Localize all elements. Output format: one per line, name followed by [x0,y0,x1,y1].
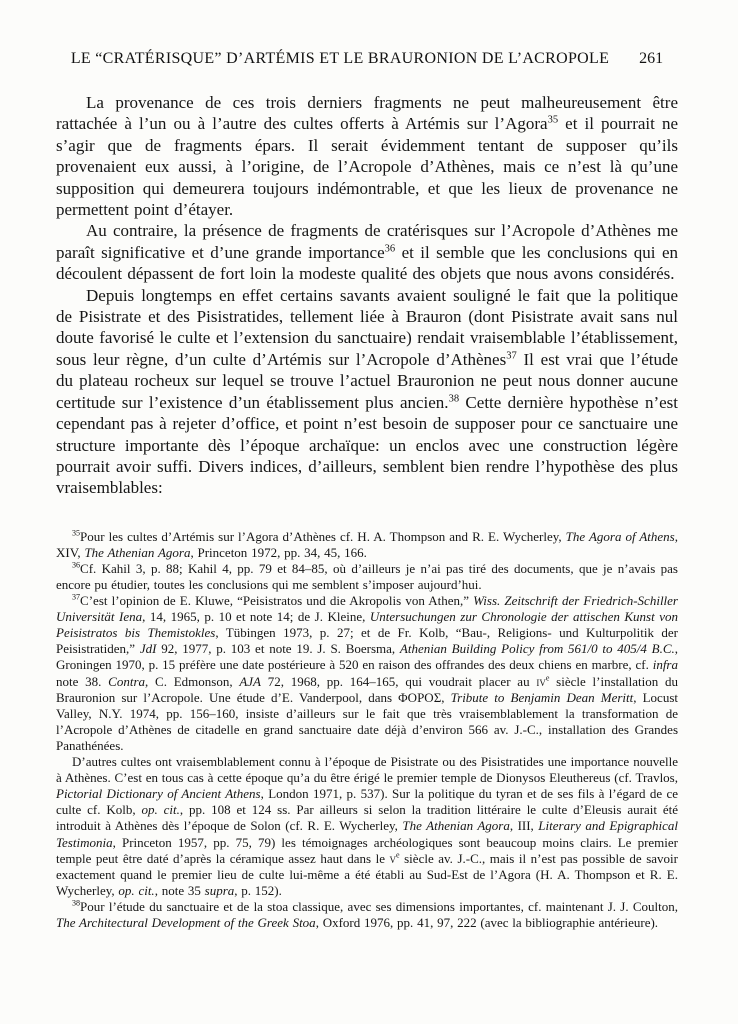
article-body [56,92,678,499]
text-run: , pp. 108 et 124 ss. Par ailleurs si selon la tradition littéraire le culte d’Eleusis aurait été introduit à Athènes dès l’époque de Solon (cf. R. E. Wycherley, [56,802,678,834]
page-header [56,50,678,68]
italic-run: The Architectural Development of the Greek Stoa [56,914,316,930]
superscript: 37 [72,592,81,602]
italic-run: Untersuchungen zur Chronologie der attischen Kunst von Peisistratos bis Themistokles [56,609,678,641]
text-run: 92, 1977, p. 103 et note 19. J. S. Boersma, [156,641,400,657]
text-run: Au contraire, la présence de fragments de cratérisques sur l’Acropole d’Athènes me paraît significative et d’une grande importance [56,221,678,262]
text-run: , Locust Valley, N.Y. 1974, pp. 156–160, insiste d’ailleurs sur le fait que très vraisemblablement la transformation de l’Acropole d’Athènes de citadelle en grand sanctuaire date déjà d’environ 566 av. J.-C., installation des Grandes Panathénées. [56,689,678,753]
italic-run: infra [652,657,678,673]
italic-run: JdI [139,641,157,657]
text-run: , London 1971, p. 537). Sur la politique du tyran et de ses fils à l’égard de ce culte cf. Kolb, [56,786,678,818]
body-paragraph-1 [56,92,678,220]
text-run: , C. Edmonson, [145,673,240,689]
superscript: e [545,673,550,683]
superscript: 35 [72,528,81,538]
text-run: Pour l’étude du sanctuaire et de la stoa classique, avec ses dimensions importantes, cf. maintenant J. J. Coulton, [80,898,678,914]
superscript: 36 [384,243,396,255]
superscript: 38 [72,898,81,908]
italic-run: AJA [239,673,261,689]
text-run: et il pourrait ne s’agir que de fragments épars. Il serait évidemment tentant de supposer qu’ils provenaient eux aussi, à l’origine, de l’Acropole d’Athènes, mais ce n’est là qu’une supposition qui demeurera toujours indémontrable, et que les lieux de provenance ne permettent point d’étayer. [56,114,678,220]
italic-run: The Athenian Agora [84,544,191,560]
text-run: Il est vrai que l’étude du plateau rocheux sur lequel se trouve l’actuel Brauronion ne peut nous donner aucune certitude sur l’existence d’un établissement plus ancien. [56,349,679,412]
italic-run: op. cit. [141,802,180,818]
smallcaps-run: v [389,850,397,866]
text-run: Cf. Kahil 3, p. 88; Kahil 4, pp. 79 et 84–85, où d’ailleurs je n’ai pas tiré des documents, que je n’avais pas encore pu étudier, toutes les conclusions qui me semblent s’imposer aujourd’hui. [56,560,678,592]
text-run: D’autres cultes ont vraisemblablement connu à l’époque de Pisistrate ou des Pisistratides une importance nouvelle à Athènes. C’est en tous cas à cette époque qu’a du être érigé le premier temple de Dionysos Eleuthereus (cf. Travlos, [56,754,678,786]
italic-run: Contra [108,673,146,689]
text-run: , Groningen 1970, p. 15 préfère une date postérieure à 520 en raison des offrandes des deux chiens en marbre, cf. [56,641,678,673]
italic-run: op. cit. [118,882,155,898]
text-run: Pour les cultes d’Artémis sur l’Agora d’Athènes cf. H. A. Thompson and R. E. Wycherley, [80,528,566,544]
footnotes-section [56,529,678,931]
body-paragraph-3 [56,285,678,499]
text-run: C’est l’opinion de E. Kluwe, “Peisistratos und die Akropolis von Athen,” [80,593,474,609]
superscript: 36 [72,560,81,570]
text-run: , III, [509,818,539,834]
body-paragraph-2 [56,220,678,284]
footnote-37-continued [56,754,678,899]
italic-run: The Athenian Agora [402,818,510,834]
italic-run: supra [204,882,235,898]
text-run: , note 35 [154,882,205,898]
italic-run: Pictorial Dictionary of Ancient Athens [56,786,261,802]
text-run: , p. 152). [234,882,282,898]
superscript: 37 [506,350,517,362]
text-run: Cette dernière hypothèse n’est cependant pas à rejeter d’office, et point n’est besoin de supposer pour ce sanctuaire une structure importante dès l’époque archaïque: un enclos avec une construction légère pourrait avoir suffi. Divers indices, d’ailleurs, semblent bien rendre l’hypothèse des plus vraisemblables: [56,392,678,498]
text-run: siècle av. J.-C., mais il n’est pas possible de savoir exactement quand le premier lieu de culte lui-même a été établi au Sud-Est de l’Agora (H. A. Thompson et R. E. Wycherley, [56,850,678,898]
italic-run: Literary and Epigraphical Testimonia [56,818,678,850]
footnote-37 [56,593,678,754]
italic-run: The Agora of Athens [565,528,675,544]
footnote-36 [56,561,678,593]
text-run: note 38. [56,673,109,689]
text-run: , Tübingen 1973, p. 27; et de Fr. Kolb, “Bau-, Religions- und Kulturpolitik der Peisistratiden,” [56,625,678,657]
text-run: , XIV, [56,528,678,560]
text-run: siècle l’installation du Brauronion sur l’Acropole. Une étude d’E. Vanderpool, dans ΦΟΡΟΣ, [56,673,679,705]
text-run: et il semble que les conclusions qui en découlent dépassent de fort loin la modeste qualité des objets que nous avons considérés. [56,242,678,284]
smallcaps-run: iv [536,673,546,689]
text-run: , Princeton 1957, pp. 75, 79) les témoignages archéologiques sont beaucoup moins clairs. Le premier temple peut être daté d’après la céramique assez haut dans le [56,834,678,866]
italic-run: Wiss. Zeitschrift der Friedrich-Schiller Universität Iena [56,593,678,625]
superscript: e [396,850,400,860]
italic-run: Tribute to Benjamin Dean Meritt [450,689,634,705]
text-run: , Oxford 1976, pp. 41, 97, 222 (avec la bibliographie antérieure). [315,914,659,930]
superscript: 38 [448,393,460,405]
text-run: , 14, 1965, p. 10 et note 14; de J. Kleine, [142,609,370,625]
text-run: Depuis longtemps en effet certains savants avaient souligné le fait que la politique de Pisistrate et des Pisistratides, tellement liée à Brauron (dont Pisistrate avait sans nul doute favorisé le culte et l’extension du sanctuaire) rendait vraisemblable l’établissement, sous leur règne, d’un culte d’Artémis sur l’Acropole d’Athènes [56,285,678,369]
text-run: 72, 1968, pp. 164–165, qui voudrait placer au [261,673,537,689]
page-number: 261 [639,50,664,67]
text-run: La provenance de ces trois derniers fragments ne peut malheureusement être rattachée à l’un ou à l’autre des cultes offerts à Artémis sur l’Agora [56,93,678,134]
footnote-38 [56,899,678,931]
footnote-35 [56,529,678,561]
superscript: 35 [547,114,559,126]
text-run: , Princeton 1972, pp. 34, 45, 166. [190,544,367,560]
running-title: LE “CRATÉRISQUE” D’ARTÉMIS ET LE BRAURONION DE L’ACROPOLE [70,50,610,67]
italic-run: Athenian Building Policy from 561/0 to 405/4 B.C. [399,641,675,657]
